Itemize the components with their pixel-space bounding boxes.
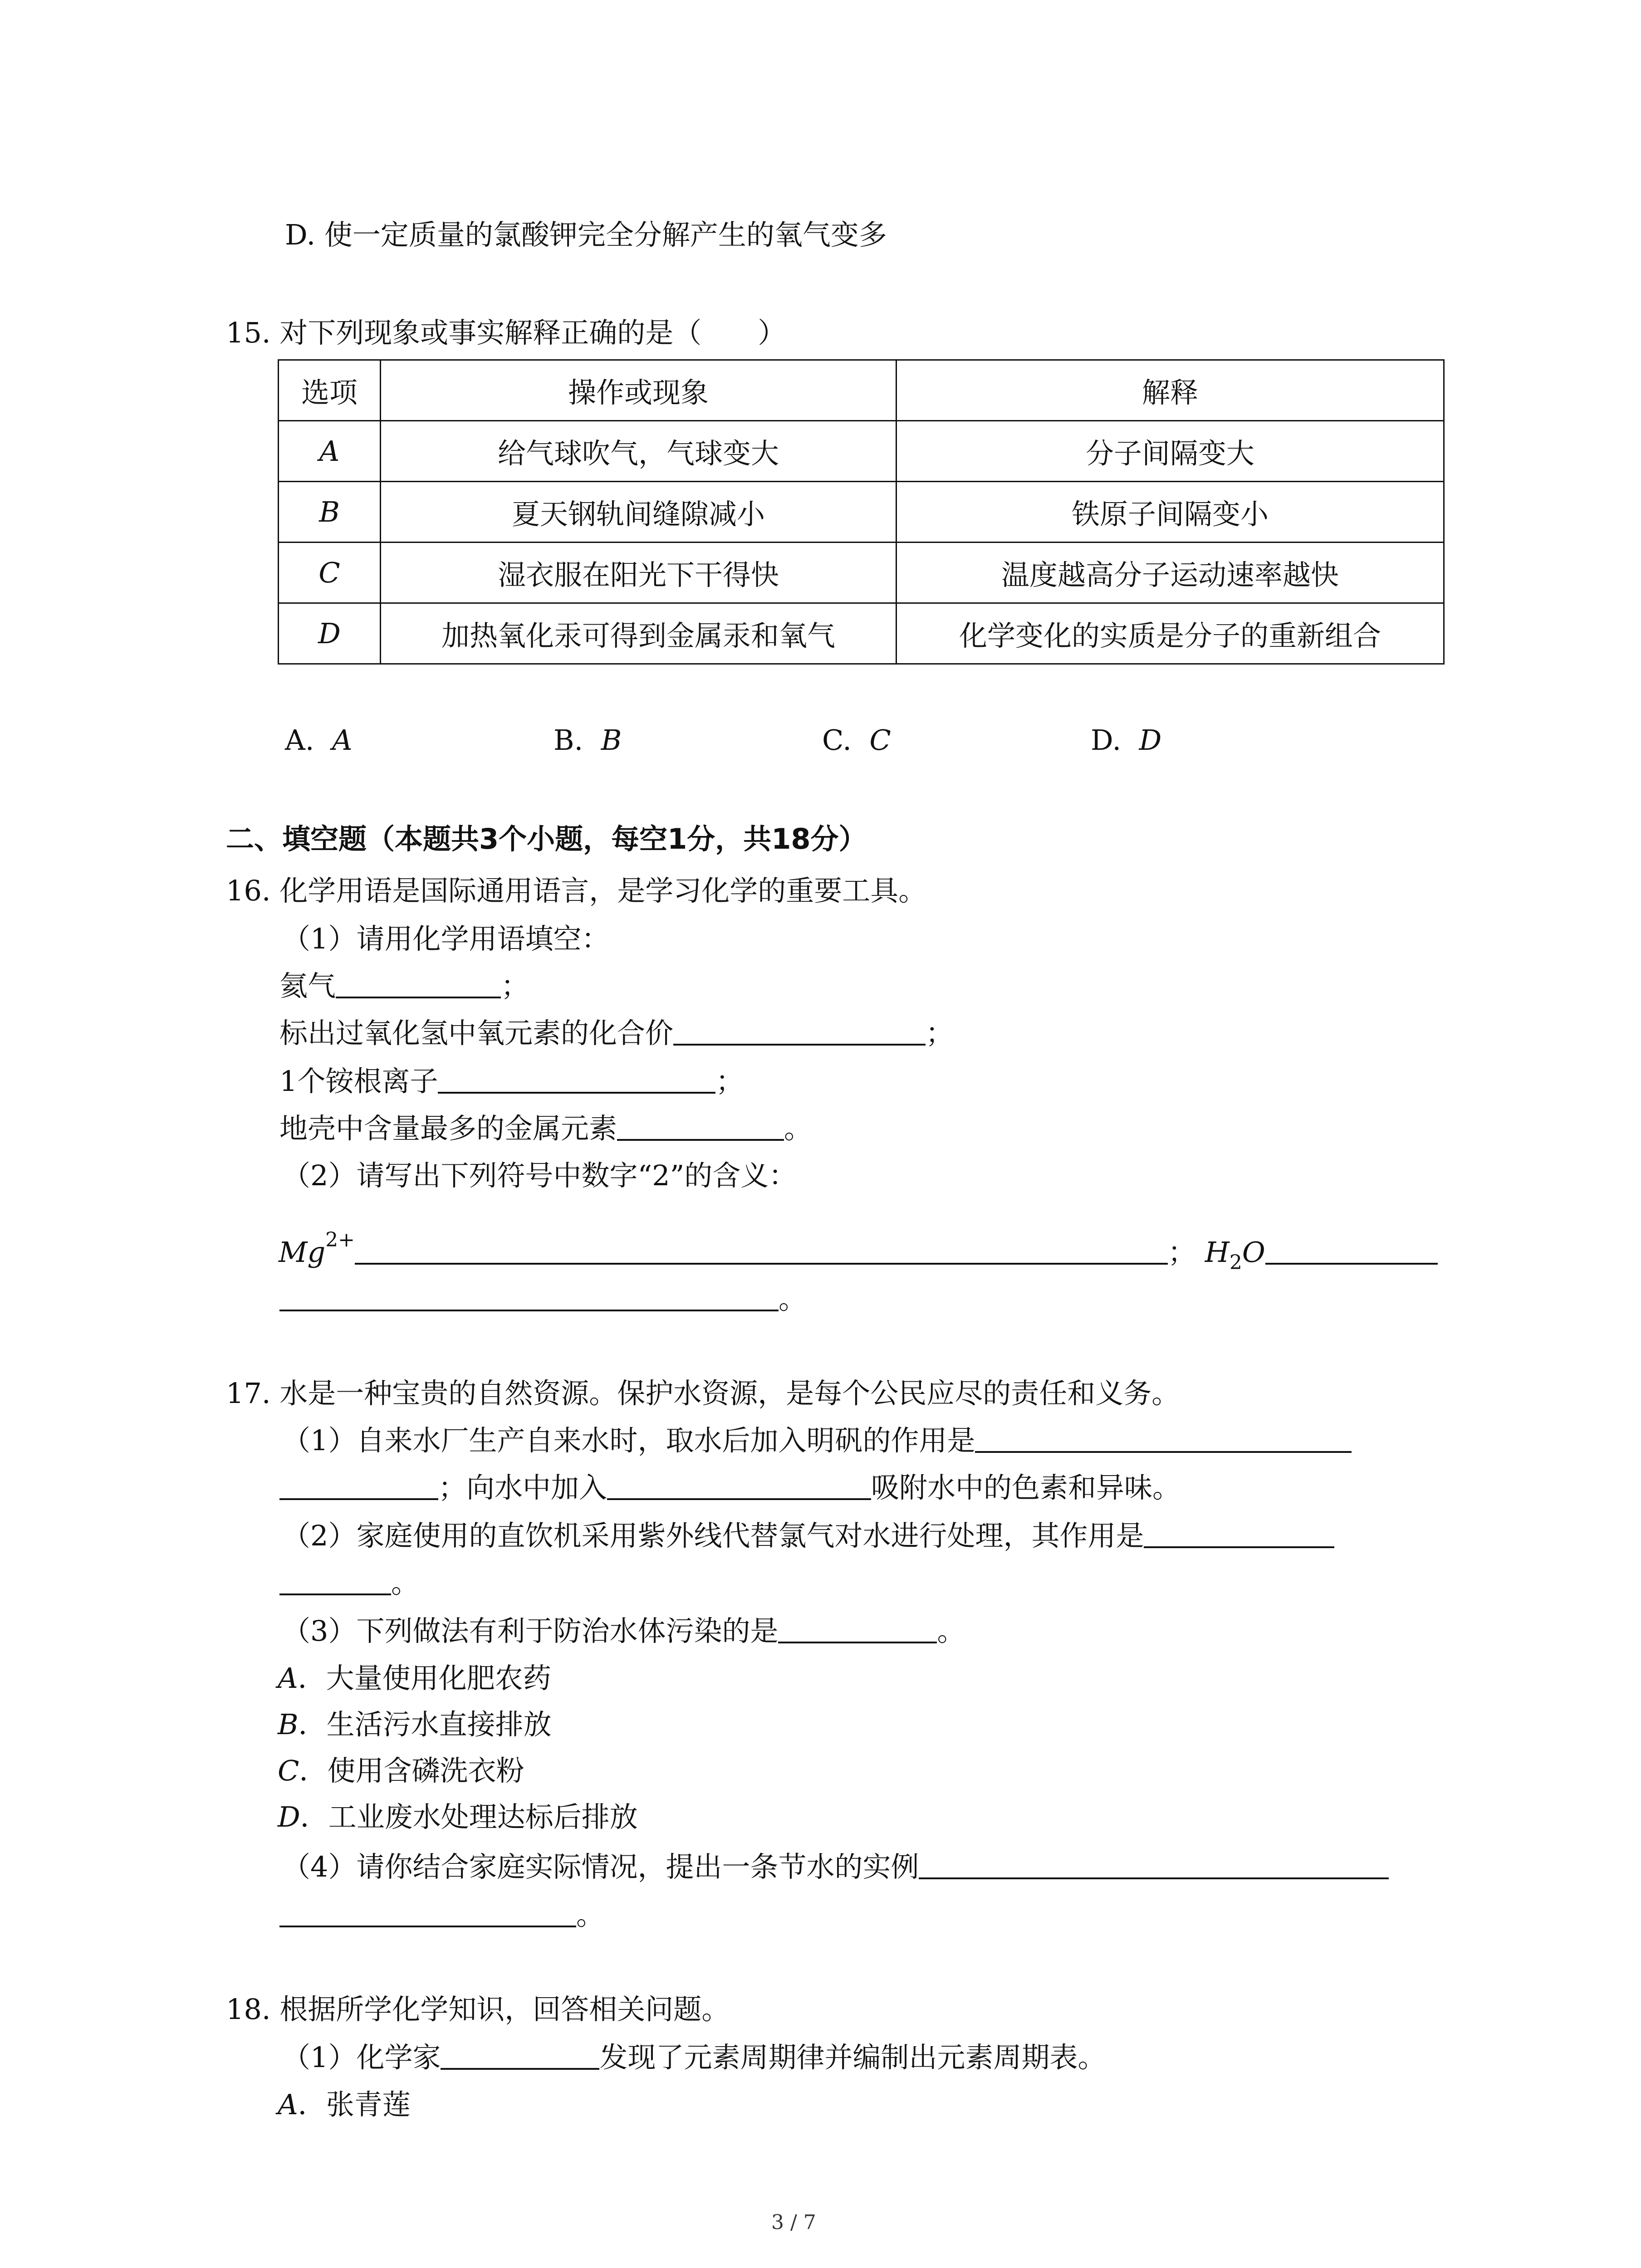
punctuation: 。 — [576, 1898, 605, 1931]
answer-blank[interactable] — [279, 1281, 779, 1311]
q17-part2 — [282, 1518, 1334, 1554]
q17-option-d[interactable] — [278, 1799, 638, 1835]
prompt-text: ；向水中加入 — [438, 1471, 607, 1504]
q18-option-a[interactable] — [278, 2087, 411, 2123]
table-cell-explanation: 分子间隔变大 — [896, 421, 1444, 482]
q15-choice-d[interactable] — [1091, 722, 1161, 758]
punctuation: 。 — [391, 1566, 420, 1599]
table-cell-option: D — [279, 603, 381, 664]
option-text: ．使用含磷洗衣粉 — [299, 1754, 524, 1787]
table-cell-explanation: 温度越高分子运动速率越快 — [896, 543, 1444, 603]
q17-part4-cont — [279, 1897, 604, 1933]
table-header-row — [279, 360, 1444, 421]
table-cell-phenomenon: 湿衣服在阳光下干得快 — [381, 543, 896, 603]
answer-blank[interactable] — [279, 1897, 576, 1927]
table-row — [279, 543, 1444, 603]
answer-blank[interactable] — [279, 1470, 438, 1500]
answer-blank[interactable] — [607, 1470, 871, 1500]
option-label: B — [278, 1708, 299, 1741]
choice-value: D — [1139, 723, 1162, 757]
answer-blank[interactable] — [438, 1064, 715, 1094]
option-label: A — [278, 2088, 298, 2121]
prompt-text: 氦气 — [279, 969, 336, 1002]
table-header-cell: 操作或现象 — [381, 360, 896, 421]
q16-part1: （1）请用化学用语填空： — [282, 922, 610, 955]
answer-blank[interactable] — [975, 1423, 1352, 1453]
option-label: C — [278, 1754, 299, 1787]
answer-blank[interactable] — [355, 1235, 1168, 1265]
answer-blank[interactable] — [441, 2040, 599, 2070]
answer-blank[interactable] — [1144, 1518, 1334, 1548]
q16-line-helium — [279, 968, 529, 1004]
q16-line-ammonium — [279, 1063, 744, 1100]
table-cell-phenomenon: 给气球吹气，气球变大 — [381, 421, 896, 482]
q16-line-valence — [279, 1015, 954, 1051]
choice-label: A. — [285, 723, 314, 757]
prompt-text: 标出过氧化氢中氧元素的化合价 — [279, 1017, 674, 1050]
symbol-h-subscript: 2 — [1229, 1251, 1242, 1274]
prompt-text: （3）下列做法有利于防治水体污染的是 — [282, 1614, 779, 1647]
answer-blank[interactable] — [336, 968, 501, 998]
table-cell-phenomenon: 夏天钢轨间缝隙减小 — [381, 482, 896, 543]
q15-table — [278, 359, 1445, 665]
table-cell-explanation: 化学变化的实质是分子的重新组合 — [896, 603, 1444, 664]
q15-choice-a[interactable] — [285, 722, 353, 758]
option-label: A — [278, 1662, 298, 1695]
answer-blank[interactable] — [1265, 1235, 1438, 1265]
choice-label: D. — [1091, 723, 1122, 757]
symbol-mg-charge: 2+ — [325, 1228, 355, 1251]
table-row — [279, 421, 1444, 482]
choice-label: C. — [822, 723, 852, 757]
punctuation: 。 — [779, 1282, 807, 1315]
q17-part3 — [282, 1613, 965, 1649]
punctuation: ； — [501, 969, 529, 1002]
q15-choice-b[interactable] — [554, 722, 622, 758]
answer-blank[interactable] — [279, 1565, 391, 1595]
option-text: ．工业废水处理达标后排放 — [300, 1800, 638, 1833]
q17-part1-cont — [279, 1470, 1181, 1506]
symbol-mg: Mg — [279, 1236, 326, 1269]
q17-option-c[interactable] — [278, 1753, 524, 1789]
q17-option-a[interactable] — [278, 1660, 551, 1696]
q14-option-d: D. 使一定质量的氯酸钾完全分解产生的氧气变多 — [285, 218, 887, 251]
choice-value: C — [869, 723, 891, 757]
punctuation: 。 — [937, 1614, 965, 1647]
symbol-h: H — [1205, 1236, 1230, 1269]
table-cell-option: B — [279, 482, 381, 543]
q17-option-b[interactable] — [278, 1706, 552, 1743]
prompt-text: 发现了元素周期律并编制出元素周期表。 — [599, 2041, 1106, 2074]
prompt-text: 1个铵根离子 — [279, 1065, 438, 1098]
choice-value: A — [332, 723, 353, 757]
table-cell-explanation: 铁原子间隔变小 — [896, 482, 1444, 543]
table-row — [279, 482, 1444, 543]
prompt-text: （1）化学家 — [282, 2041, 441, 2074]
answer-blank[interactable] — [673, 1016, 926, 1046]
choice-value: B — [601, 723, 622, 757]
answer-blank[interactable] — [617, 1111, 784, 1141]
prompt-text: （1）自来水厂生产自来水时，取水后加入明矾的作用是 — [282, 1424, 975, 1457]
q18-part1 — [282, 2039, 1106, 2076]
punctuation: ； — [926, 1017, 954, 1050]
option-label: D — [278, 1800, 300, 1833]
punctuation: 。 — [784, 1112, 813, 1145]
answer-blank[interactable] — [919, 1849, 1389, 1879]
table-cell-phenomenon: 加热氧化汞可得到金属汞和氧气 — [381, 603, 896, 664]
q17-part2-cont — [279, 1565, 419, 1601]
q17-part1 — [282, 1422, 1352, 1459]
q15-stem: 15. 对下列现象或事实解释正确的是（ ） — [226, 316, 786, 349]
option-text: ．张青莲 — [298, 2088, 411, 2121]
punctuation: ； — [715, 1065, 744, 1098]
table-cell-option: C — [279, 543, 381, 603]
q16-part2: （2）请写出下列符号中数字“2”的含义： — [282, 1159, 797, 1192]
table-header-cell: 选项 — [279, 360, 381, 421]
section-title: 二、填空题（本题共3个小题，每空1分，共18分） — [226, 822, 867, 855]
q17-stem: 17. 水是一种宝贵的自然资源。保护水资源，是每个公民应尽的责任和义务。 — [226, 1377, 1180, 1410]
option-text: ．大量使用化肥农药 — [298, 1662, 551, 1695]
q15-choice-c[interactable] — [822, 722, 891, 758]
q17-part4 — [282, 1849, 1389, 1885]
table-cell-option: A — [279, 421, 381, 482]
table-header-cell: 解释 — [896, 360, 1444, 421]
prompt-text: （2）家庭使用的直饮机采用紫外线代替氯气对水进行处理，其作用是 — [282, 1519, 1144, 1552]
answer-blank[interactable] — [778, 1613, 937, 1643]
symbol-o: O — [1242, 1236, 1265, 1269]
page-number: 3 / 7 — [771, 2211, 816, 2234]
prompt-text: 地壳中含量最多的金属元素 — [279, 1112, 617, 1145]
q16-line-symbols — [279, 1222, 1438, 1281]
choice-label: B. — [554, 723, 583, 757]
prompt-text: 吸附水中的色素和异味。 — [871, 1471, 1181, 1504]
prompt-text: （4）请你结合家庭实际情况，提出一条节水的实例 — [282, 1850, 919, 1883]
option-text: ．生活污水直接排放 — [298, 1708, 552, 1741]
q16-line-continuation — [279, 1281, 807, 1317]
punctuation: ； — [1168, 1236, 1196, 1269]
q16-stem: 16. 化学用语是国际通用语言，是学习化学的重要工具。 — [226, 874, 927, 907]
q18-stem: 18. 根据所学化学知识，回答相关问题。 — [226, 1993, 730, 2026]
table-row — [279, 603, 1444, 664]
q16-line-metal — [279, 1110, 812, 1147]
